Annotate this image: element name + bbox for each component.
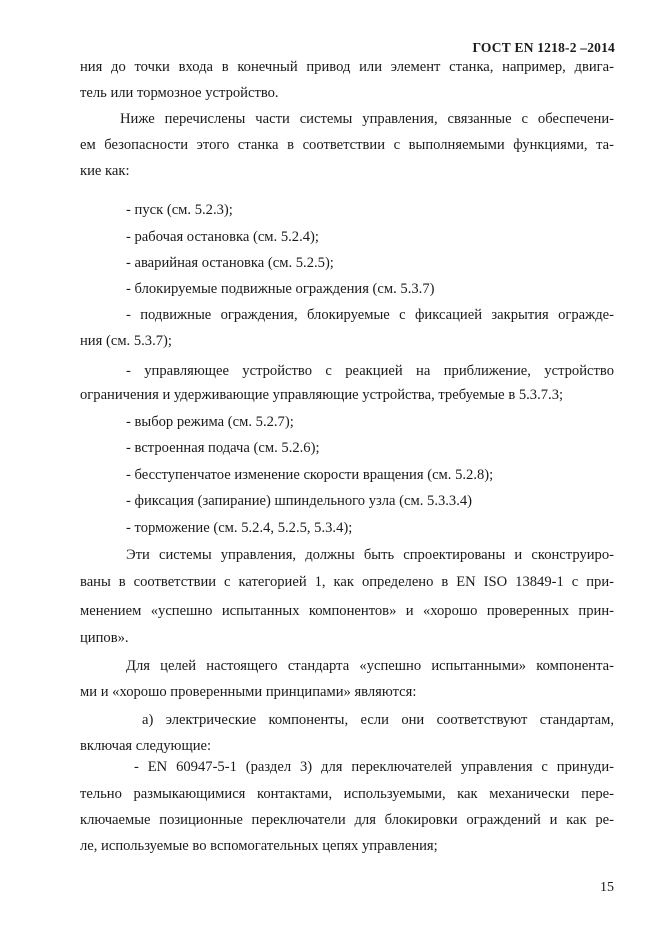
text-line: а) электрические компоненты, если они соответствуют стандартам, bbox=[142, 712, 614, 728]
text-line: ле, используемые во вспомогательных цепях управления; bbox=[80, 838, 438, 854]
list-item: - управляющее устройство с реакцией на приближение, устройство bbox=[126, 363, 614, 379]
list-item: - бесступенчатое изменение скорости вращения (см. 5.2.8); bbox=[126, 467, 494, 483]
text-line: менением «успешно испытанных компонентов» и «хорошо проверенных прин- bbox=[80, 603, 614, 619]
list-item: - встроенная подача (см. 5.2.6); bbox=[126, 440, 320, 456]
text-line: ципов». bbox=[80, 630, 129, 646]
text-line: ограничения и удерживающие управляющие устройства, требуемые в 5.3.7.3; bbox=[80, 387, 564, 403]
list-item: - фиксация (запирание) шпиндельного узла (см. 5.3.3.4) bbox=[126, 493, 473, 509]
list-item: - пуск (см. 5.2.3); bbox=[126, 202, 233, 218]
text-line: ваны в соответствии с категорией 1, как определено в EN ISO 13849-1 с при- bbox=[80, 574, 614, 590]
text-line: Для целей настоящего стандарта «успешно испытанными» компонента- bbox=[126, 658, 614, 674]
list-item: - выбор режима (см. 5.2.7); bbox=[126, 414, 294, 430]
text-line: кие как: bbox=[80, 163, 130, 179]
text-line: ния до точки входа в конечный привод или элемент станка, например, двига- bbox=[80, 59, 614, 75]
text-line: ем безопасности этого станка в соответствии с выполняемыми функциями, та- bbox=[80, 137, 614, 153]
document-header: ГОСТ EN 1218-2 –2014 bbox=[472, 40, 615, 55]
list-item: - торможение (см. 5.2.4, 5.2.5, 5.3.4); bbox=[126, 520, 353, 536]
list-item: - аварийная остановка (см. 5.2.5); bbox=[126, 255, 334, 271]
list-item: - подвижные ограждения, блокируемые с фиксацией закрытия огражде- bbox=[126, 307, 614, 323]
text-line: ключаемые позиционные переключатели для блокировки ограждений и как ре- bbox=[80, 812, 614, 828]
text-line: Ниже перечислены части системы управления, связанные с обеспечени- bbox=[120, 111, 614, 127]
list-item: - блокируемые подвижные ограждения (см. 5.3.7) bbox=[126, 281, 435, 297]
text-line: включая следующие: bbox=[80, 738, 212, 754]
list-item: - рабочая остановка (см. 5.2.4); bbox=[126, 229, 319, 245]
page-number: 15 bbox=[600, 880, 614, 895]
text-line: ми и «хорошо проверенными принципами» являются: bbox=[80, 684, 417, 700]
text-line: Эти системы управления, должны быть спроектированы и сконструиро- bbox=[126, 547, 614, 563]
text-line: тель или тормозное устройство. bbox=[80, 85, 279, 101]
text-line: ния (см. 5.3.7); bbox=[80, 333, 172, 349]
text-line: - EN 60947-5-1 (раздел 3) для переключателей управления с принуди- bbox=[134, 759, 614, 775]
text-line: тельно размыкающимися контактами, используемыми, как механически пере- bbox=[80, 786, 614, 802]
